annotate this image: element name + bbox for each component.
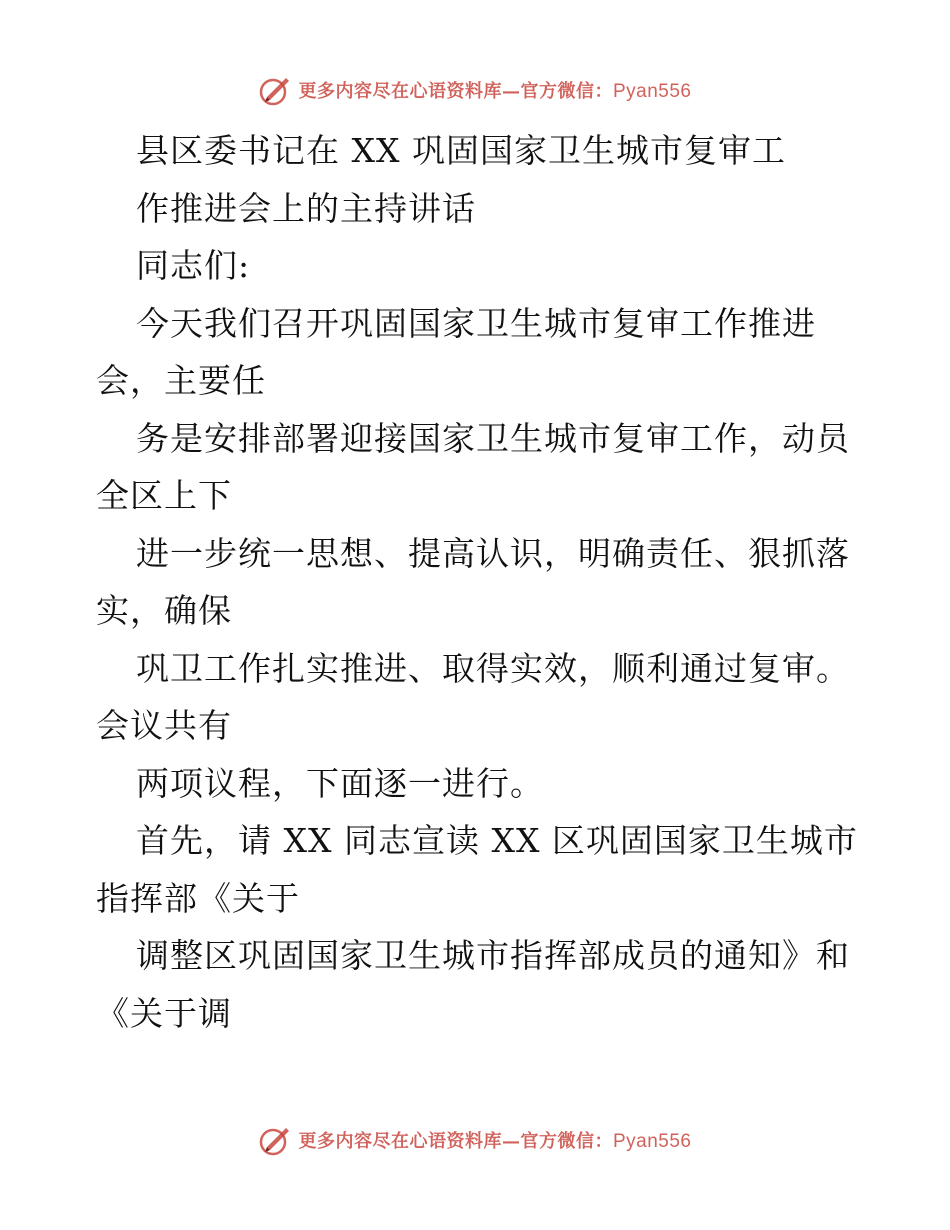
document-line: 会议共有: [96, 706, 232, 745]
header-watermark-banner: [0, 70, 950, 110]
document-line: 指挥部《关于: [96, 878, 300, 918]
document-line: 《关于调: [96, 993, 232, 1033]
watermark-text: [298, 1127, 691, 1153]
watermark-slogan: 更多内容尽在心语资料库: [298, 1131, 502, 1152]
watermark-text: [298, 77, 691, 103]
document-line: 作推进会上的主持讲话: [136, 188, 476, 228]
document-line: 调整区巩固国家卫生城市指挥部成员的通知》和: [136, 936, 850, 975]
document-line: 会，主要任: [96, 361, 266, 400]
document-line: 务是安排部署迎接国家卫生城市复审工作，动员: [136, 418, 850, 458]
watermark-wechat-id: Pyan556: [612, 1131, 692, 1152]
watermark-wechat-label: 官方微信：: [520, 1131, 613, 1152]
document-line: 实，确保: [96, 591, 232, 630]
document-line: 巩卫工作扎实推进、取得实效，顺利通过复审。: [136, 648, 850, 688]
document-line: 同志们:: [136, 246, 251, 285]
document-line: 今天我们召开巩固国家卫生城市复审工作推进: [136, 303, 816, 343]
quill-pen-logo-icon: [258, 1123, 292, 1157]
document-line: 进一步统一思想、提高认识，明确责任、狠抓落: [136, 533, 850, 573]
watermark-slogan: 更多内容尽在心语资料库: [298, 81, 502, 102]
document-line: 全区上下: [96, 476, 232, 515]
document-line: 县区委书记在 XX 巩固国家卫生城市复审工: [136, 131, 786, 170]
watermark-wechat-label: 官方微信：: [520, 81, 613, 102]
document-body: [96, 122, 856, 1042]
footer-watermark-banner: [0, 1120, 950, 1160]
watermark-dash: —: [501, 81, 521, 102]
watermark-wechat-id: Pyan556: [612, 81, 692, 102]
document-line: 首先，请 XX 同志宣读 XX 区巩固国家卫生城市: [136, 821, 858, 860]
watermark-dash: —: [501, 1131, 521, 1152]
quill-pen-logo-icon: [258, 73, 292, 107]
document-line: 两项议程，下面逐一进行。: [136, 763, 544, 803]
